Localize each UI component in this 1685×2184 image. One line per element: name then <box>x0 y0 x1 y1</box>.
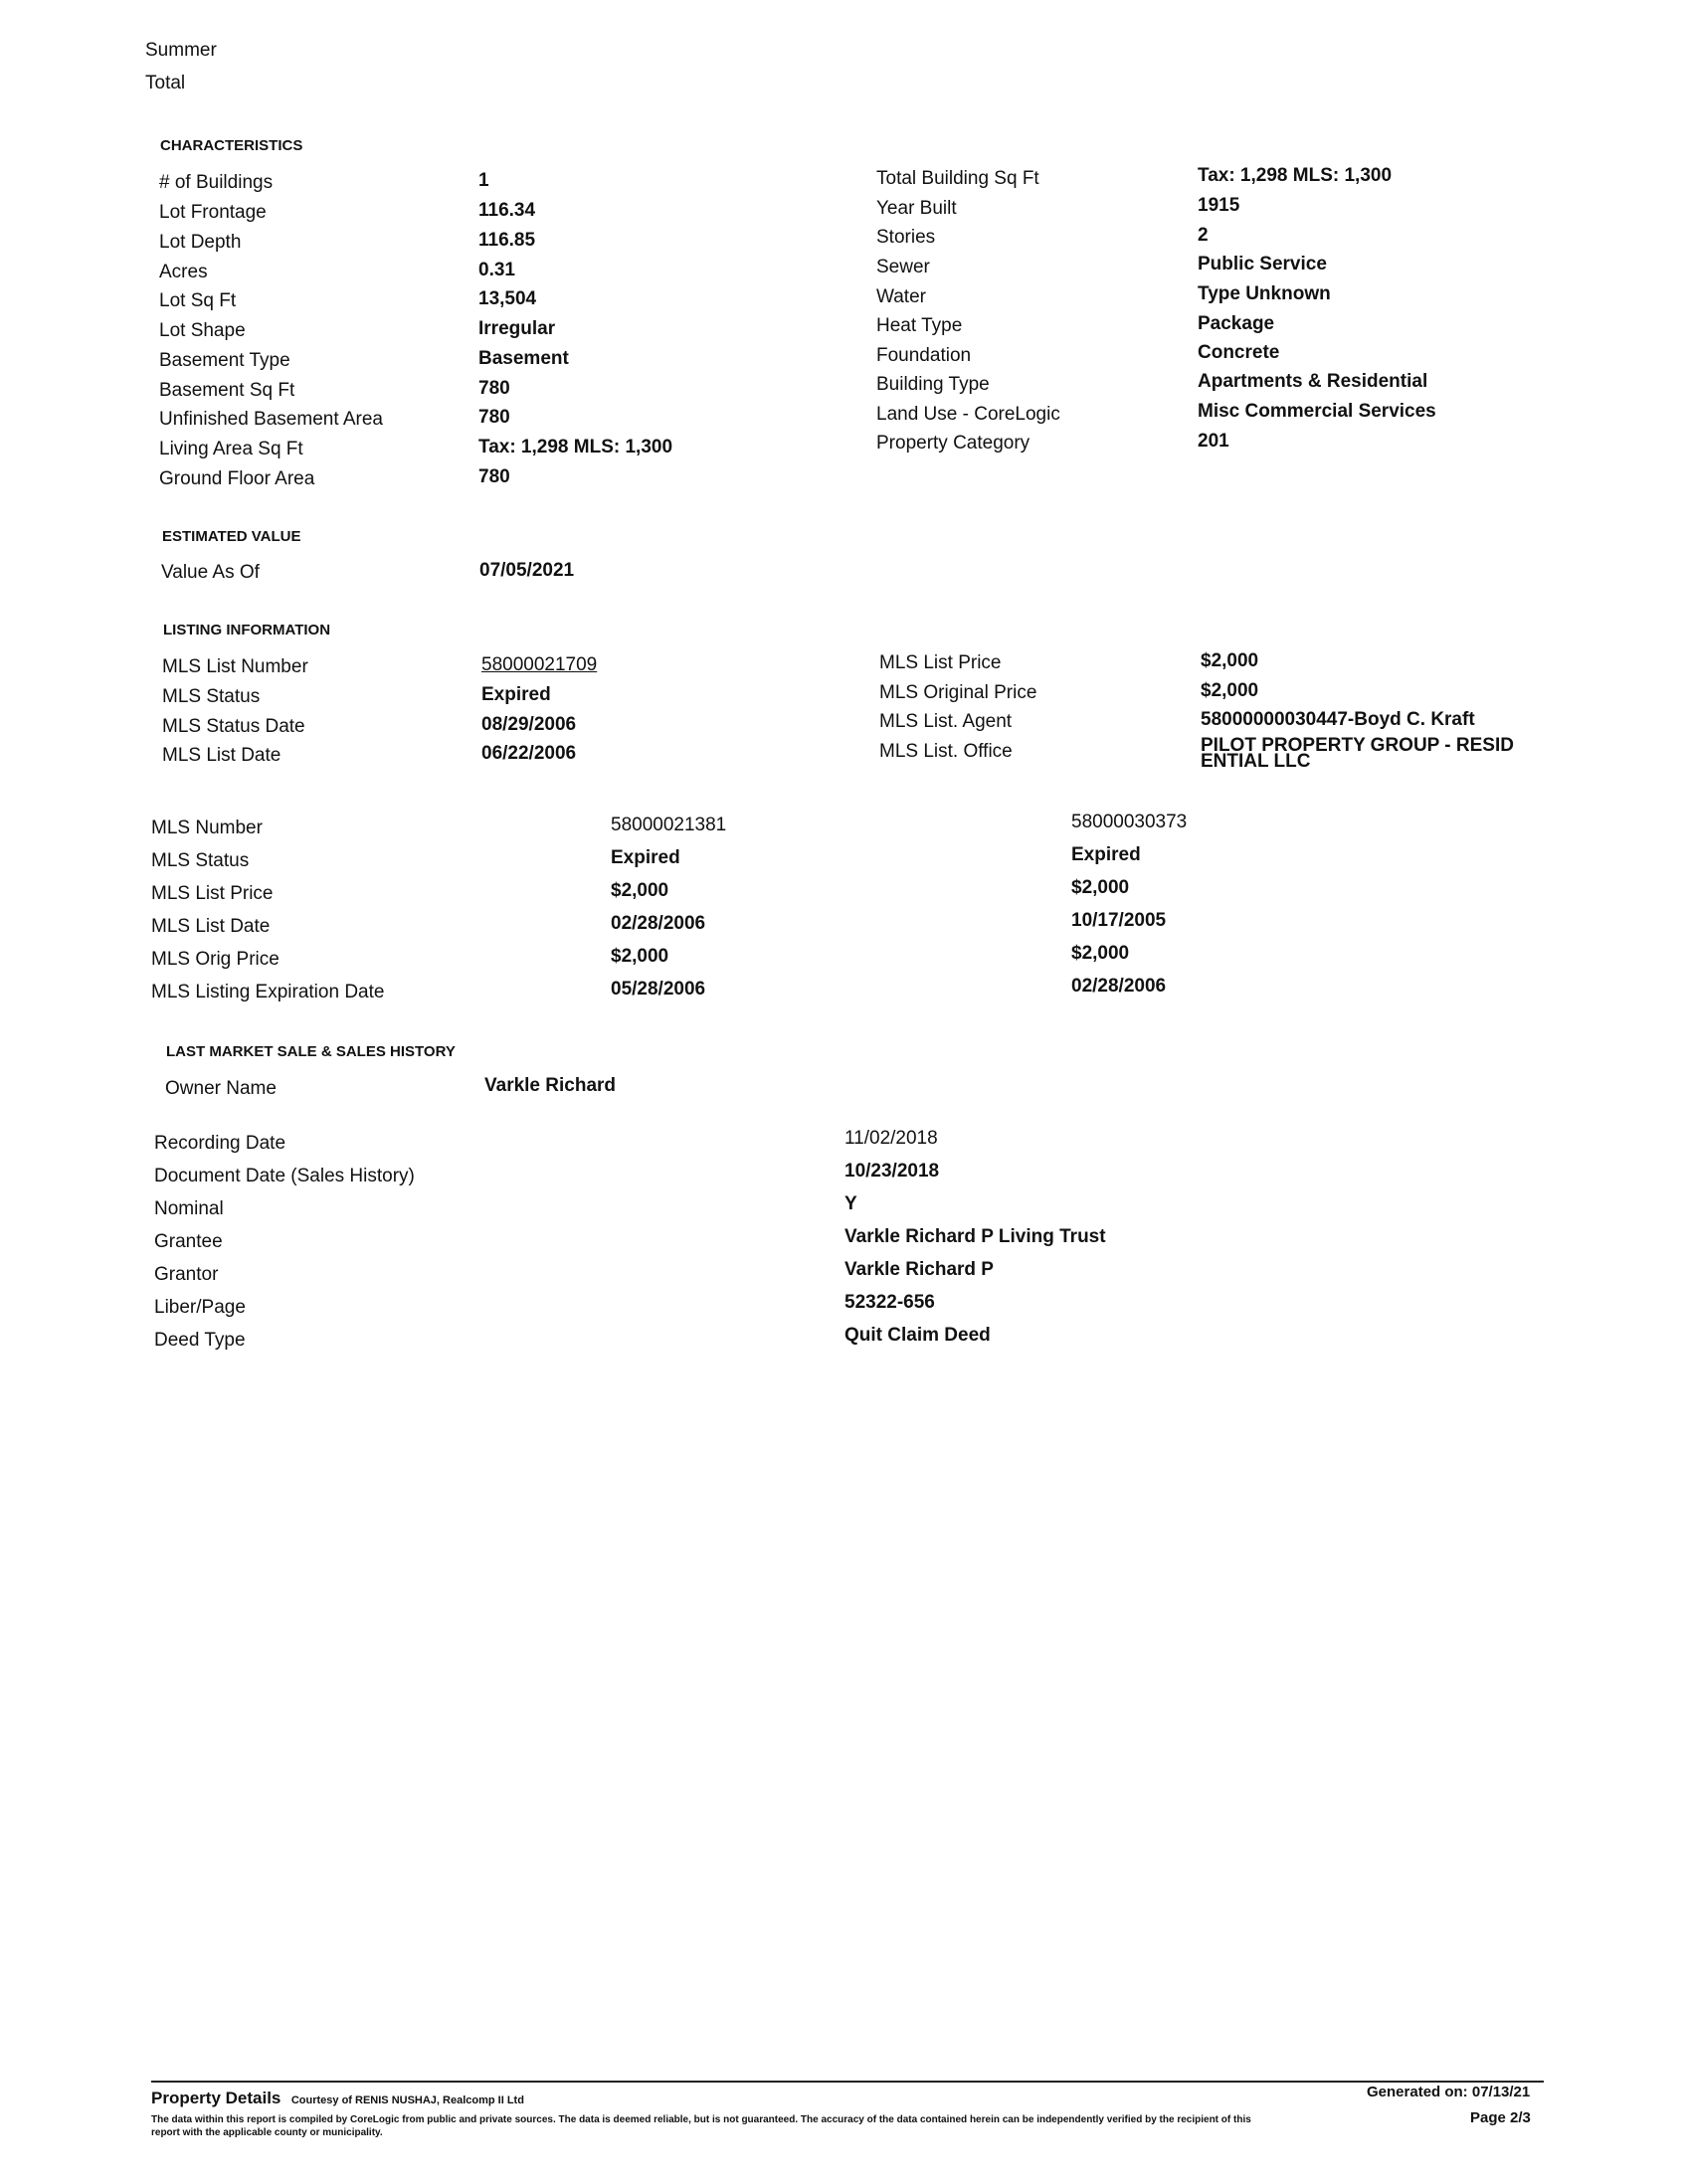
footer-title-line <box>151 2089 524 2108</box>
listing-label: MLS List Number <box>162 656 308 677</box>
char-label: Lot Depth <box>159 232 242 253</box>
listing-value: 58000000030447-Boyd C. Kraft <box>1201 709 1475 730</box>
char-label: # of Buildings <box>159 172 274 193</box>
listing-label: MLS List. Agent <box>879 711 1013 732</box>
char-label: Unfinished Basement Area <box>159 409 383 430</box>
mls-history-label: MLS Status <box>151 850 250 871</box>
mls-history-label: MLS Number <box>151 818 263 838</box>
listing-value: $2,000 <box>1201 650 1259 671</box>
mls-history-cell: $2,000 <box>1071 943 1130 964</box>
characteristics-heading: CHARACTERISTICS <box>160 137 303 154</box>
sales-value: 11/02/2018 <box>844 1128 938 1149</box>
listing-value: $2,000 <box>1201 680 1259 701</box>
char-label: Basement Type <box>159 350 290 371</box>
listing-label: MLS List Price <box>879 652 1002 673</box>
listing-label: MLS List Date <box>162 745 281 766</box>
char-label: Foundation <box>876 345 972 366</box>
footer-title: Property Details <box>151 2089 281 2107</box>
listing-label: MLS Status Date <box>162 716 305 737</box>
char-value: 780 <box>478 378 510 399</box>
summer-label: Summer <box>145 40 217 61</box>
mls-list-number-link[interactable]: 58000021709 <box>481 654 598 675</box>
char-value: 2 <box>1198 225 1209 246</box>
sales-value: 10/23/2018 <box>844 1161 940 1182</box>
char-label: Property Category <box>876 433 1030 454</box>
char-value: 780 <box>478 466 510 487</box>
char-value: Misc Commercial Services <box>1198 401 1436 422</box>
mls-history-cell: 58000021381 <box>611 815 727 835</box>
char-value: Irregular <box>478 318 556 339</box>
mls-history-cell: 02/28/2006 <box>1071 976 1167 997</box>
char-value: Apartments & Residential <box>1198 371 1428 392</box>
mls-history-label: MLS Orig Price <box>151 949 280 970</box>
mls-history-cell: $2,000 <box>1071 877 1130 898</box>
char-label: Living Area Sq Ft <box>159 439 303 459</box>
char-label: Acres <box>159 262 208 282</box>
listing-information-heading: LISTING INFORMATION <box>163 622 331 638</box>
listing-value: 06/22/2006 <box>481 743 577 764</box>
estimated-value-heading: ESTIMATED VALUE <box>162 528 301 545</box>
sales-label: Liber/Page <box>154 1297 246 1318</box>
char-label: Year Built <box>876 198 957 219</box>
mls-history-cell: Expired <box>1071 844 1141 865</box>
listing-value: 08/29/2006 <box>481 714 577 735</box>
char-label: Heat Type <box>876 315 963 336</box>
owner-name-label: Owner Name <box>165 1078 277 1099</box>
total-label: Total <box>145 73 186 93</box>
sales-label: Nominal <box>154 1198 224 1219</box>
char-value: Tax: 1,298 MLS: 1,300 <box>478 437 673 457</box>
sales-label: Recording Date <box>154 1133 286 1154</box>
value-as-of-label: Value As Of <box>161 562 260 583</box>
mls-history-label: MLS List Price <box>151 883 274 904</box>
sales-value: Y <box>844 1193 857 1214</box>
char-value: 780 <box>478 407 510 428</box>
char-label: Lot Frontage <box>159 202 267 223</box>
char-value: 201 <box>1198 431 1229 452</box>
char-value: 116.34 <box>478 200 536 221</box>
char-value: 13,504 <box>478 288 537 309</box>
mls-history-label: MLS Listing Expiration Date <box>151 982 385 1002</box>
char-label: Land Use - CoreLogic <box>876 404 1060 425</box>
listing-label: MLS Status <box>162 686 261 707</box>
char-label: Sewer <box>876 257 930 277</box>
listing-label: MLS List. Office <box>879 741 1013 762</box>
page-number: Page 2/3 <box>1470 2109 1531 2126</box>
listing-value: Expired <box>481 684 551 705</box>
char-value: 1915 <box>1198 195 1240 216</box>
sales-label: Grantor <box>154 1264 219 1285</box>
sales-value: Varkle Richard P <box>844 1259 994 1280</box>
char-value: 116.85 <box>478 230 536 251</box>
footer-disclaimer: The data within this report is compiled by CoreLogic from public and private sources. The data is deemed reliable, but is not guaranteed. The accuracy of the data contained herein can be independently verified by the recipient of this report with the applicable county or municipality. <box>151 2114 1251 2138</box>
mls-history-cell: 05/28/2006 <box>611 979 706 1000</box>
char-label: Lot Sq Ft <box>159 290 237 311</box>
footer-divider <box>151 2081 1544 2083</box>
char-label: Water <box>876 286 926 307</box>
sales-history-heading: LAST MARKET SALE & SALES HISTORY <box>166 1043 456 1060</box>
char-value: Concrete <box>1198 342 1280 363</box>
char-value: Tax: 1,298 MLS: 1,300 <box>1198 165 1393 186</box>
char-label: Basement Sq Ft <box>159 380 295 401</box>
char-value: Public Service <box>1198 254 1327 274</box>
footer-courtesy: Courtesy of RENIS NUSHAJ, Realcomp II Ltd <box>290 2094 524 2106</box>
owner-name-value: Varkle Richard <box>484 1075 617 1096</box>
value-as-of-value: 07/05/2021 <box>479 560 575 581</box>
listing-label: MLS Original Price <box>879 682 1037 703</box>
mls-history-cell: Expired <box>611 847 680 868</box>
sales-label: Deed Type <box>154 1330 246 1351</box>
mls-history-cell: 58000030373 <box>1071 812 1188 832</box>
char-value: Type Unknown <box>1198 283 1331 304</box>
listing-value: PILOT PROPERTY GROUP - RESID ENTIAL LLC <box>1201 735 1514 772</box>
mls-history-cell: 02/28/2006 <box>611 913 706 934</box>
mls-history-cell: $2,000 <box>611 946 669 967</box>
char-label: Building Type <box>876 374 990 395</box>
sales-value: 52322-656 <box>844 1292 935 1313</box>
mls-history-label: MLS List Date <box>151 916 271 937</box>
char-value: Basement <box>478 348 569 369</box>
sales-label: Grantee <box>154 1231 223 1252</box>
mls-history-cell: $2,000 <box>611 880 669 901</box>
sales-label: Document Date (Sales History) <box>154 1166 415 1186</box>
char-value: 1 <box>478 170 489 191</box>
char-label: Total Building Sq Ft <box>876 168 1039 189</box>
char-label: Stories <box>876 227 936 248</box>
generated-on: Generated on: 07/13/21 <box>1367 2084 1531 2100</box>
sales-value: Quit Claim Deed <box>844 1325 991 1346</box>
char-label: Ground Floor Area <box>159 468 315 489</box>
sales-value: Varkle Richard P Living Trust <box>844 1226 1106 1247</box>
char-label: Lot Shape <box>159 320 246 341</box>
char-value: 0.31 <box>478 260 515 280</box>
mls-history-cell: 10/17/2005 <box>1071 910 1167 931</box>
char-value: Package <box>1198 313 1275 334</box>
